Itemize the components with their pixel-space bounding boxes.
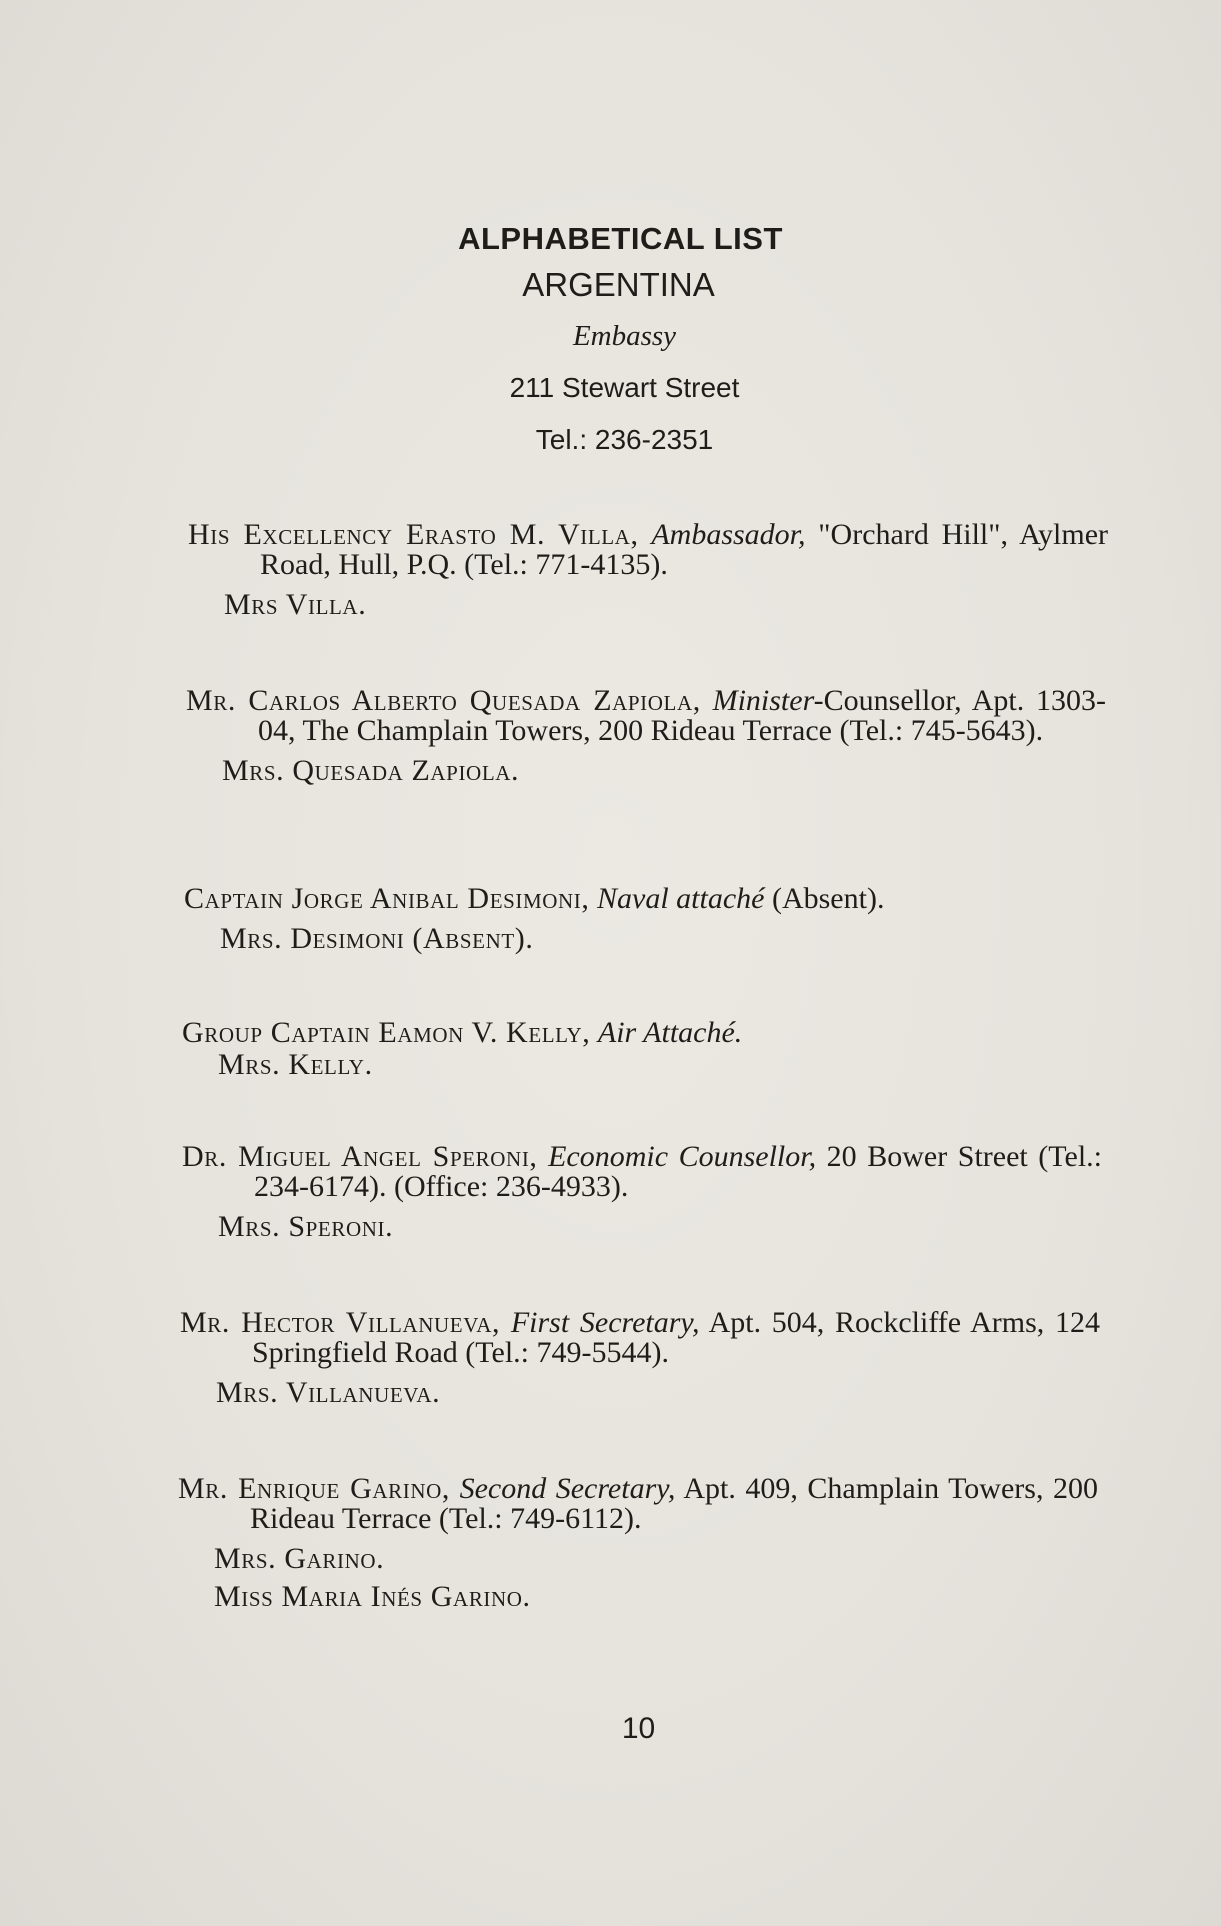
diplomat-name: Captain Jorge Anibal Desimoni, xyxy=(184,882,590,915)
diplomat-name: Group Captain Eamon V. Kelly, xyxy=(182,1016,591,1049)
diplomat-title: Minister- xyxy=(712,684,824,717)
diplomat-details: (Absent). xyxy=(771,882,885,915)
diplomat-entry xyxy=(182,1018,1102,1080)
diplomat-entry xyxy=(186,686,1106,786)
page-header xyxy=(0,218,1221,466)
diplomat-title: Ambassador, xyxy=(651,518,806,551)
diplomat-entry xyxy=(188,520,1108,620)
diplomat-name: Mr. Hector Villanueva, xyxy=(180,1306,501,1339)
mission-address: 211 Stewart Street xyxy=(509,372,740,403)
country-name: ARGENTINA xyxy=(522,266,715,303)
spouse-name: Mrs. Speroni. xyxy=(218,1210,394,1243)
diplomat-title: First Secretary, xyxy=(510,1306,700,1339)
diplomat-entry xyxy=(180,1308,1100,1408)
diplomat-entry xyxy=(184,884,1104,954)
diplomat-name: Mr. Enrique Garino, xyxy=(178,1472,450,1505)
mission-type: Embassy xyxy=(572,320,677,352)
diplomat-details: 20 Bower Street (Tel.: 234-6174). (Office: 236-4933). xyxy=(254,1140,1102,1203)
diplomat-title: Naval attaché xyxy=(597,882,765,915)
list-title: ALPHABETICAL LIST xyxy=(458,221,783,256)
diplomat-name: His Excellency Erasto M. Villa, xyxy=(188,518,639,551)
diplomat-title: Economic Counsellor, xyxy=(548,1140,817,1173)
spouse-name: Mrs Villa. xyxy=(224,588,367,621)
spouse-name: Mrs. Kelly. xyxy=(218,1048,373,1081)
diplomat-details: Apt. 409, Champlain Towers, 200 Rideau Terrace (Tel.: 749-6112). xyxy=(250,1472,1099,1535)
spouse-name: Mrs. Villanueva. xyxy=(216,1376,441,1409)
diplomat-title: Second Secretary, xyxy=(459,1472,676,1505)
family-member-name: Miss Maria Inés Garino. xyxy=(214,1580,531,1613)
diplomat-name: Mr. Carlos Alberto Quesada Zapiola, xyxy=(186,684,701,717)
spouse-name: Mrs. Garino. xyxy=(214,1542,385,1575)
diplomat-details: Counsellor, Apt. 1303-04, The Champlain Towers, 200 Rideau Terrace (Tel.: 745-5643). xyxy=(258,684,1106,747)
diplomat-title: Air Attaché. xyxy=(597,1016,743,1049)
page-number: 10 xyxy=(621,1712,656,1745)
spouse-name: Mrs. Quesada Zapiola. xyxy=(222,754,520,787)
diplomat-entry xyxy=(178,1474,1098,1612)
spouse-name: Mrs. Desimoni (Absent). xyxy=(220,922,534,955)
mission-telephone: Tel.: 236-2351 xyxy=(535,424,714,455)
diplomat-entry xyxy=(182,1142,1102,1242)
diplomat-details: "Orchard Hill", Aylmer Road, Hull, P.Q. (Tel.: 771-4135). xyxy=(260,518,1108,581)
diplomat-name: Dr. Miguel Angel Speroni, xyxy=(182,1140,538,1173)
diplomat-details: Apt. 504, Rockcliffe Arms, 124 Springfield Road (Tel.: 749-5544). xyxy=(252,1306,1100,1369)
